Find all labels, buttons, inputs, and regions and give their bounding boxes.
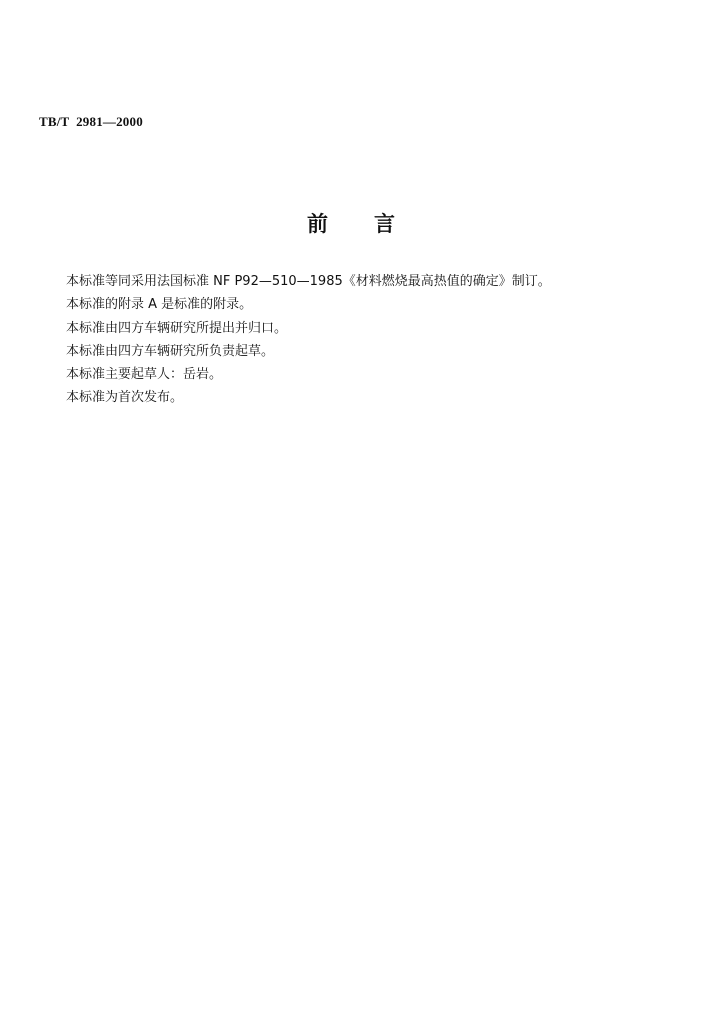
foreword-line: 本标准由四方车辆研究所提出并归口。 [66, 320, 288, 336]
foreword-line: 本标准由四方车辆研究所负责起草。 [66, 343, 275, 359]
foreword-line: 本标准等同采用法国标准 NF P92—510—1985《材料燃烧最高热值的确定》制订。 [66, 274, 551, 289]
title-char-1: 前 [307, 212, 328, 236]
foreword-line: 本标准的附录 A 是标准的附录。 [66, 297, 253, 313]
foreword-line: 本标准为首次发布。 [66, 390, 184, 406]
foreword-body [66, 270, 676, 410]
foreword-line: 本标准主要起草人：岳岩。 [66, 367, 223, 383]
title-char-2: 言 [374, 212, 395, 236]
standard-code: TB/T 2981—2000 [39, 114, 143, 129]
page-title [0, 208, 702, 238]
